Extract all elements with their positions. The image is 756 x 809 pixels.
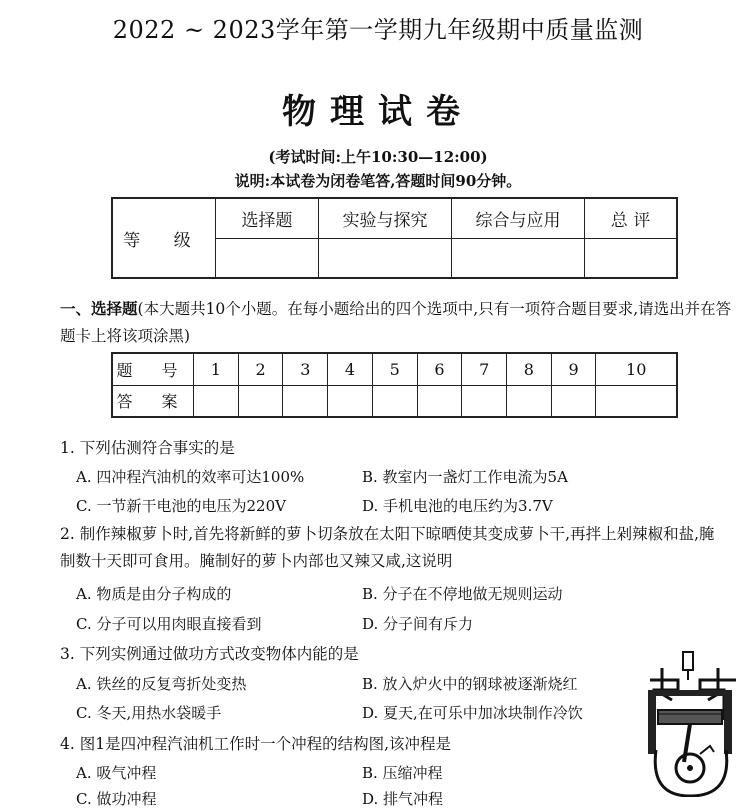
question-3-option-c[interactable]: C. 冬天,用热水袋暖手 (76, 704, 222, 722)
subject-title: 物理试卷 (282, 92, 474, 132)
grade-cell-total[interactable] (585, 238, 678, 278)
answer-number: 5 (372, 353, 417, 385)
answer-number: 7 (462, 353, 507, 385)
grade-cell-choice[interactable] (216, 238, 319, 278)
grade-col-total: 总 评 (585, 198, 678, 238)
question-1-option-a[interactable]: A. 四冲程汽油机的效率可达100% (76, 468, 305, 486)
exam-header-title: 2022 ~ 2023学年第一学期九年级期中质量监测 (112, 16, 644, 44)
answer-cell[interactable] (417, 385, 462, 417)
grade-col-application: 综合与应用 (452, 198, 585, 238)
question-3-option-a[interactable]: A. 铁丝的反复弯折处变热 (76, 675, 247, 693)
answer-number: 6 (417, 353, 462, 385)
answer-cell[interactable] (283, 385, 328, 417)
question-4-option-a[interactable]: A. 吸气冲程 (76, 764, 157, 782)
question-1-option-d[interactable]: D. 手机电池的电压约为3.7V (362, 497, 553, 515)
answer-cell[interactable] (372, 385, 417, 417)
grade-table (111, 197, 678, 279)
answer-number: 10 (596, 353, 677, 385)
question-2-stem: 2. 制作辣椒萝卜时,首先将新鲜的萝卜切条放在太阳下晾晒使其变成萝卜干,再拌上剁辣椒和盐,腌制数十天即可食用。腌制好的萝卜内部也又辣又咸,这说明 (60, 525, 715, 570)
section-1-heading (60, 295, 740, 350)
grade-row-label: 等 级 (112, 198, 216, 278)
question-2-option-d[interactable]: D. 分子间有斥力 (362, 615, 474, 633)
answer-row-answer-label: 答 案 (112, 385, 194, 417)
question-3-option-b[interactable]: B. 放入炉火中的钢球被逐渐烧红 (362, 675, 578, 693)
grade-cell-experiment[interactable] (319, 238, 452, 278)
question-2-option-c[interactable]: C. 分子可以用肉眼直接看到 (76, 615, 262, 633)
answer-cell[interactable] (238, 385, 283, 417)
answer-cell[interactable] (328, 385, 373, 417)
question-2-option-a[interactable]: A. 物质是由分子构成的 (76, 585, 232, 603)
answer-cell[interactable] (194, 385, 239, 417)
answer-cell[interactable] (507, 385, 552, 417)
question-1-option-c[interactable]: C. 一节新干电池的电压为220V (76, 497, 286, 515)
section-1-title: 一、选择题 (60, 299, 138, 318)
question-3-stem: 3. 下列实例通过做功方式改变物体内能的是 (60, 645, 359, 663)
question-4-option-c[interactable]: C. 做功冲程 (76, 790, 157, 808)
answer-number: 3 (283, 353, 328, 385)
question-4-option-b[interactable]: B. 压缩冲程 (362, 764, 443, 782)
question-1-option-b[interactable]: B. 教室内一盏灯工作电流为5A (362, 468, 568, 486)
grade-cell-application[interactable] (452, 238, 585, 278)
section-1-instructions: (本大题共10个小题。在每小题给出的四个选项中,只有一项符合题目要求,请选出并在答题卡上将该项涂黑) (60, 300, 732, 345)
grade-col-choice: 选择题 (216, 198, 319, 238)
engine-cylinder-icon (640, 650, 750, 797)
answer-row-number-label: 题 号 (112, 353, 194, 385)
answer-number: 9 (551, 353, 596, 385)
answer-number: 1 (194, 353, 239, 385)
answer-cell[interactable] (596, 385, 677, 417)
answer-number: 4 (328, 353, 373, 385)
question-3-option-d[interactable]: D. 夏天,在可乐中加冰块制作冷饮 (362, 704, 583, 722)
question-4-stem: 4. 图1是四冲程汽油机工作时一个冲程的结构图,该冲程是 (60, 735, 452, 753)
exam-note: 说明:本试卷为闭卷笔答,答题时间90分钟。 (234, 172, 522, 190)
question-1-stem: 1. 下列估测符合事实的是 (60, 439, 235, 457)
answer-number: 2 (238, 353, 283, 385)
grade-col-experiment: 实验与探究 (319, 198, 452, 238)
question-4-option-d[interactable]: D. 排气冲程 (362, 790, 444, 808)
answer-number: 8 (507, 353, 552, 385)
answer-table (111, 352, 678, 418)
exam-time: (考试时间:上午10:30—12:00) (268, 148, 488, 166)
answer-cell[interactable] (462, 385, 507, 417)
question-2-option-b[interactable]: B. 分子在不停地做无规则运动 (362, 585, 563, 603)
answer-cell[interactable] (551, 385, 596, 417)
